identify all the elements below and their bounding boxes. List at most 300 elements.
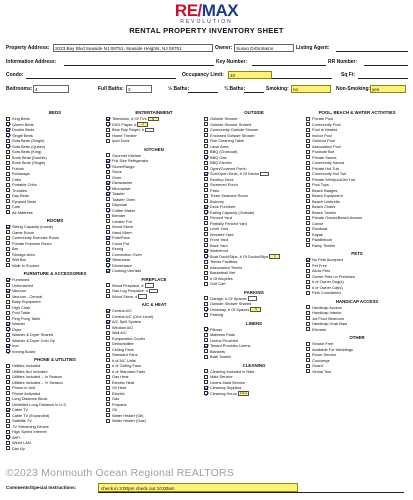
checkbox[interactable]: [6, 391, 10, 395]
checkbox[interactable]: [306, 305, 310, 309]
checkbox-checked[interactable]: [106, 269, 110, 273]
checkbox-checked[interactable]: [106, 186, 110, 190]
section-beds: [6, 110, 104, 215]
checklist-label: Double Beds: [12, 127, 35, 132]
sqft-line[interactable]: [358, 78, 408, 79]
checklist-label: # of Owner Cat(s): [312, 284, 343, 290]
checkbox[interactable]: [306, 263, 310, 267]
checkbox[interactable]: [204, 150, 208, 154]
checkbox[interactable]: [204, 216, 208, 220]
checklist-label: Utilities Included: [12, 363, 41, 368]
count-field[interactable]: 10-2: [239, 391, 247, 396]
condo-line[interactable]: [26, 78, 176, 79]
checkbox[interactable]: [6, 210, 10, 214]
checklist-label: # of Standard Fans: [112, 368, 146, 374]
checkbox[interactable]: [204, 232, 208, 236]
checkbox[interactable]: [6, 183, 10, 187]
checkbox[interactable]: [6, 263, 10, 267]
checkbox[interactable]: [204, 333, 208, 337]
checkbox[interactable]: [204, 199, 208, 203]
checkbox[interactable]: [6, 247, 10, 251]
checkbox[interactable]: [204, 139, 208, 143]
checkbox[interactable]: [204, 117, 208, 121]
checkbox[interactable]: [306, 122, 310, 126]
checkbox[interactable]: [306, 155, 310, 159]
checkbox-checked[interactable]: [6, 327, 10, 331]
checkbox[interactable]: [106, 139, 110, 143]
checkbox[interactable]: [204, 238, 208, 242]
checkbox[interactable]: [106, 294, 110, 298]
checklist-label: Private Pool: [312, 116, 333, 121]
checkbox[interactable]: [306, 161, 310, 165]
checkbox-checked[interactable]: [106, 320, 110, 324]
rr-number-line[interactable]: [364, 65, 408, 66]
checkbox-checked[interactable]: [306, 258, 310, 262]
checkbox[interactable]: [6, 402, 10, 406]
checkbox[interactable]: [106, 331, 110, 335]
checkbox[interactable]: [204, 166, 208, 170]
checklist-label: Golf Cart: [210, 281, 226, 286]
checkbox-checked[interactable]: [106, 309, 110, 313]
checkbox[interactable]: [6, 364, 10, 368]
checklist-label: Patio: [210, 187, 219, 193]
checkbox[interactable]: [204, 260, 208, 264]
checklist-label: Rowboat: [312, 226, 328, 231]
checklist-label: Utilities Not Included: [12, 368, 48, 374]
checkbox-checked[interactable]: [6, 344, 10, 348]
checklist-label: Electric: [112, 390, 125, 396]
checklist-label: Poolside Bar: [312, 149, 335, 154]
checkbox[interactable]: [106, 289, 110, 293]
checklist-label: A/C Split System: [112, 319, 142, 324]
checkbox-checked[interactable]: [204, 307, 208, 311]
checkbox[interactable]: [306, 316, 310, 320]
checkbox[interactable]: [6, 117, 10, 121]
checkbox[interactable]: [106, 419, 110, 423]
checkbox[interactable]: [306, 166, 310, 170]
checkbox[interactable]: [106, 358, 110, 362]
property-address-field[interactable]: 2023 Bay Blvd Seaside NJ 08751, Seaside Heights, NJ 08751: [53, 44, 213, 52]
listing-agent-line[interactable]: [336, 51, 408, 52]
section-outside: [204, 110, 304, 287]
checkbox-checked[interactable]: [106, 258, 110, 262]
checkbox[interactable]: [106, 402, 110, 406]
checkbox[interactable]: [306, 311, 310, 315]
checkbox[interactable]: [106, 230, 110, 234]
checklist-label: Trundles: [12, 187, 27, 193]
checklist-label: Boat Dock/Slips, # Of Docks/Slips: [210, 253, 269, 259]
checkbox-checked[interactable]: [204, 344, 208, 348]
checkbox[interactable]: [6, 369, 10, 373]
section-heading: OTHER: [349, 335, 365, 340]
checkbox[interactable]: [6, 338, 10, 342]
checkbox[interactable]: [6, 258, 10, 262]
checkbox[interactable]: [6, 236, 10, 240]
checkbox[interactable]: [106, 413, 110, 417]
checkbox[interactable]: [306, 232, 310, 236]
checklist-label: Evaporative Cooler: [112, 335, 146, 341]
checkbox[interactable]: [306, 274, 310, 278]
checkbox[interactable]: [204, 122, 208, 126]
checkbox-checked[interactable]: [6, 128, 10, 132]
checklist-label: Dinnerware: [112, 262, 132, 268]
checkbox[interactable]: [6, 283, 10, 287]
checkbox[interactable]: [106, 175, 110, 179]
checkbox-checked[interactable]: [204, 254, 208, 258]
checkbox[interactable]: [306, 221, 310, 225]
checkbox[interactable]: [6, 386, 10, 390]
checklist-label: Cable TV: [12, 407, 29, 412]
checkbox[interactable]: [204, 188, 208, 192]
checkbox[interactable]: [6, 300, 10, 304]
checkbox-checked[interactable]: [204, 205, 208, 209]
checklist-label: Pyramid Beds: [12, 198, 37, 204]
checkbox-checked[interactable]: [204, 249, 208, 253]
checkbox[interactable]: [106, 347, 110, 351]
checkbox[interactable]: [106, 241, 110, 245]
checklist-label: Toaster Oven: [112, 196, 136, 202]
section-heading: FIREPLACE: [141, 276, 167, 282]
checklist-label: Wood Stove: [112, 224, 134, 229]
checkbox[interactable]: [6, 441, 10, 445]
checkbox[interactable]: [204, 380, 208, 384]
non-smoking-field[interactable]: yes: [370, 85, 406, 93]
checkbox[interactable]: [6, 161, 10, 165]
checkbox[interactable]: [106, 133, 110, 137]
checkbox-checked[interactable]: [6, 435, 10, 439]
checkbox[interactable]: [306, 327, 310, 331]
comments-label: Comments/Special Instructions:: [6, 485, 77, 490]
checklist-label: Driveway, # Of Spaces: [210, 306, 250, 312]
checkbox[interactable]: [106, 380, 110, 384]
occupancy-limit-field[interactable]: 10: [228, 71, 272, 79]
owner-field[interactable]: Susan DiGirolamo: [234, 44, 294, 52]
checklist-label: Pots/Pans: [112, 235, 130, 240]
count-field[interactable]: 1: [137, 122, 148, 126]
checkbox[interactable]: [106, 364, 110, 368]
checkbox-checked[interactable]: [204, 386, 208, 390]
checkbox[interactable]: [306, 269, 310, 273]
checkbox[interactable]: [306, 322, 310, 326]
checkbox[interactable]: [106, 214, 110, 218]
checklist-label: Community Hot Tub: [312, 171, 347, 176]
checklist-label: Gas: [112, 396, 120, 401]
three-quarter-baths-line[interactable]: [244, 92, 264, 93]
checklist-label: WiFi: [12, 434, 20, 440]
count-field[interactable]: [248, 296, 257, 300]
checklist-label: Bunk Beds (Single): [12, 160, 46, 165]
checkbox[interactable]: [106, 386, 110, 390]
checklist-label: Sitting Capacity (Inside): [12, 224, 54, 229]
section-parking: [204, 290, 304, 318]
checklist-label: Beach Badges: [312, 187, 338, 193]
checkbox[interactable]: [106, 408, 110, 412]
checkbox[interactable]: [106, 397, 110, 401]
checkbox[interactable]: [204, 369, 208, 373]
information-address-line[interactable]: [64, 65, 214, 66]
checkbox[interactable]: [106, 252, 110, 256]
checkbox[interactable]: [306, 280, 310, 284]
checkbox[interactable]: [106, 225, 110, 229]
checkbox[interactable]: [306, 183, 310, 187]
checkbox[interactable]: [106, 391, 110, 395]
checkbox[interactable]: [6, 139, 10, 143]
checkbox[interactable]: [6, 430, 10, 434]
checkbox[interactable]: [306, 291, 310, 295]
checkbox[interactable]: [204, 302, 208, 306]
checklist-label: Balcony: [210, 198, 224, 204]
half-baths-line[interactable]: [188, 92, 218, 93]
checkbox[interactable]: [6, 194, 10, 198]
checkbox-checked[interactable]: [204, 391, 208, 395]
checkbox[interactable]: [106, 128, 110, 132]
checkbox[interactable]: [106, 342, 110, 346]
checkbox-checked[interactable]: [6, 144, 10, 148]
checkbox[interactable]: [204, 144, 208, 148]
checkbox[interactable]: [6, 311, 10, 315]
checkbox[interactable]: [6, 446, 10, 450]
checkbox[interactable]: [204, 276, 208, 280]
checkbox[interactable]: [6, 172, 10, 176]
checkbox[interactable]: [106, 336, 110, 340]
count-field[interactable]: [145, 283, 154, 287]
checkbox[interactable]: [6, 155, 10, 159]
checkbox[interactable]: [204, 349, 208, 353]
checkbox[interactable]: [6, 241, 10, 245]
checklist-label: Standard Fans: [112, 352, 138, 357]
section-heading: ROOMS: [46, 218, 64, 223]
checklist-item: [106, 138, 202, 144]
checkbox[interactable]: [204, 313, 208, 317]
count-field[interactable]: 1: [269, 254, 280, 258]
checkbox-checked[interactable]: [106, 117, 110, 121]
checkbox[interactable]: [6, 419, 10, 423]
checkbox-checked[interactable]: [6, 133, 10, 137]
checkbox[interactable]: [106, 325, 110, 329]
checkbox[interactable]: [106, 353, 110, 357]
checkbox[interactable]: [6, 230, 10, 234]
checkbox[interactable]: [306, 364, 310, 368]
checkbox[interactable]: [6, 397, 10, 401]
section-linens: [204, 321, 304, 360]
checklist-label: Paddleboat: [312, 237, 332, 242]
checkbox[interactable]: [204, 183, 208, 187]
checkbox-checked[interactable]: [106, 159, 110, 163]
checkbox[interactable]: [106, 219, 110, 223]
checkbox[interactable]: [306, 144, 310, 148]
checkbox[interactable]: [106, 203, 110, 207]
key-number-line[interactable]: [252, 65, 326, 66]
section-a-c-heat: [106, 302, 202, 424]
checkbox[interactable]: [204, 161, 208, 165]
checklist-label: Satellite TV: [12, 418, 32, 423]
count-field[interactable]: [138, 294, 147, 298]
checkbox-checked[interactable]: [6, 322, 10, 326]
checkbox[interactable]: [106, 153, 110, 157]
checkbox[interactable]: [306, 347, 310, 351]
checklist-label: Electric Heat: [112, 379, 135, 385]
checkbox[interactable]: [6, 424, 10, 428]
checkbox-checked[interactable]: [204, 327, 208, 331]
checkbox[interactable]: [306, 139, 310, 143]
section-other: [306, 335, 408, 374]
checkbox[interactable]: [6, 380, 10, 384]
checkbox[interactable]: [306, 342, 310, 346]
checkbox[interactable]: [204, 243, 208, 247]
checkbox[interactable]: [6, 413, 10, 417]
checkbox[interactable]: [204, 128, 208, 132]
count-field[interactable]: 4: [250, 307, 261, 311]
checkbox-checked[interactable]: [6, 408, 10, 412]
checklist-label: Bath Towels: [210, 354, 231, 359]
checkbox[interactable]: [306, 199, 310, 203]
checklist-label: Association Tennis: [210, 264, 243, 270]
smoking-field[interactable]: no: [291, 85, 331, 93]
count-field[interactable]: [149, 289, 158, 293]
checkbox[interactable]: [6, 333, 10, 337]
checkbox[interactable]: [306, 177, 310, 181]
checkbox[interactable]: [204, 338, 208, 342]
checkbox[interactable]: [306, 133, 310, 137]
checkbox-checked[interactable]: [106, 122, 110, 126]
checkbox[interactable]: [306, 216, 310, 220]
checkbox[interactable]: [106, 375, 110, 379]
owner-label: Owner:: [215, 45, 233, 51]
checklist-label: Full Size Refrigerator: [112, 158, 149, 163]
checkbox[interactable]: [204, 177, 208, 181]
checkbox-checked[interactable]: [6, 289, 10, 293]
checklist-label: Futons: [12, 165, 24, 171]
checkbox-checked[interactable]: [6, 122, 10, 126]
checkbox[interactable]: [204, 375, 208, 379]
checklist-label: Disposal: [112, 202, 127, 207]
checkbox[interactable]: [306, 285, 310, 289]
checkbox-checked[interactable]: [6, 225, 10, 229]
checkbox[interactable]: [204, 133, 208, 137]
checklist-item: [306, 369, 408, 375]
checkbox[interactable]: [106, 369, 110, 373]
checkbox[interactable]: [106, 170, 110, 174]
comments-row: [6, 483, 408, 493]
section-heading: ENTERTAINMENT: [135, 110, 173, 115]
checkbox-checked[interactable]: [204, 172, 208, 176]
checklist-label: Allow Pets: [312, 268, 331, 273]
checkbox[interactable]: [306, 172, 310, 176]
count-field[interactable]: [260, 172, 269, 176]
checklist-label: Handicap Access: [312, 304, 342, 310]
checklist-label: Community Pool: [312, 121, 341, 127]
checklist-label: Outside Shower Shared: [210, 121, 252, 127]
checkbox[interactable]: [106, 314, 110, 318]
checklist-label: Three Seasons Room: [210, 193, 248, 198]
comments-line: [98, 492, 404, 493]
checkbox[interactable]: [6, 177, 10, 181]
checkbox[interactable]: [306, 227, 310, 231]
checklist-label: Coffee Maker: [112, 207, 136, 213]
checkbox[interactable]: [306, 205, 310, 209]
checkbox[interactable]: [306, 150, 310, 154]
listing-agent-label: Listing Agent:: [296, 45, 330, 51]
checklist-label: Linens Provided: [210, 337, 238, 343]
checkbox[interactable]: [204, 265, 208, 269]
checkbox-checked[interactable]: [106, 208, 110, 212]
checkbox[interactable]: [106, 247, 110, 251]
checkbox[interactable]: [306, 358, 310, 362]
checkbox-checked[interactable]: [6, 278, 10, 282]
checkbox-checked[interactable]: [106, 263, 110, 267]
checkbox[interactable]: [306, 369, 310, 373]
comments-field[interactable]: check in 3:00pm check out 10:00am: [98, 483, 298, 492]
checkbox-checked[interactable]: [106, 164, 110, 168]
checkbox[interactable]: [306, 128, 310, 132]
checkbox[interactable]: [6, 316, 10, 320]
rr-number-label: RR Number:: [328, 59, 358, 65]
checkbox[interactable]: [204, 194, 208, 198]
checklist-label: Walk In Shower: [12, 262, 40, 268]
checklist-label: Handicap Grab Bars: [312, 321, 348, 326]
checkbox[interactable]: [306, 194, 310, 198]
checklist-label: Central A/C: [112, 308, 132, 313]
checkbox-checked[interactable]: [106, 192, 110, 196]
bedrooms-field[interactable]: 4: [33, 85, 69, 93]
checkbox-checked[interactable]: [106, 181, 110, 185]
checkbox[interactable]: [306, 188, 310, 192]
checkbox[interactable]: [204, 296, 208, 300]
checklist-label: Phone Activated: [12, 390, 41, 396]
checkbox[interactable]: [204, 355, 208, 359]
checkbox-checked[interactable]: [204, 210, 208, 214]
checkbox[interactable]: [6, 166, 10, 170]
checkbox[interactable]: [6, 205, 10, 209]
checkbox[interactable]: [204, 221, 208, 225]
checklist-label: Kayak: [312, 231, 323, 237]
checkbox[interactable]: [306, 243, 310, 247]
checkbox[interactable]: [306, 117, 310, 121]
checkbox[interactable]: [204, 271, 208, 275]
checklist-label: Pool Table: [12, 310, 31, 315]
checklist-label: Washer & Dryer Shared: [12, 332, 54, 337]
checkbox[interactable]: [6, 150, 10, 154]
checkbox[interactable]: [6, 305, 10, 309]
checkbox[interactable]: [6, 375, 10, 379]
full-baths-field[interactable]: 3: [126, 85, 152, 93]
checkbox[interactable]: [306, 353, 310, 357]
checkbox[interactable]: [6, 252, 10, 256]
checklist-item: [106, 294, 202, 300]
checkbox[interactable]: [306, 210, 310, 214]
checkbox[interactable]: [106, 197, 110, 201]
checklist-label: Sun/Open Deck, # Of Decks: [210, 171, 259, 176]
checkbox[interactable]: [6, 188, 10, 192]
logo-wordmark: RE/MAX: [174, 1, 239, 20]
checklist-label: Crock Pot: [112, 240, 130, 246]
count-field[interactable]: [145, 128, 154, 132]
checklist-label: Convection Oven: [112, 251, 142, 257]
checkbox-checked[interactable]: [106, 236, 110, 240]
checkbox[interactable]: [204, 282, 208, 286]
checklist-label: # of A/C Units: [112, 357, 136, 363]
copyright-watermark: ©2023 Monmouth Ocean Regional REALTORS: [6, 467, 234, 479]
count-field[interactable]: 5: [148, 117, 159, 121]
checkbox-checked[interactable]: [6, 349, 10, 353]
checklist-label: Baby Equipment: [12, 299, 41, 304]
checkbox[interactable]: [6, 199, 10, 203]
checkbox[interactable]: [6, 294, 10, 298]
checkbox-checked[interactable]: [204, 155, 208, 159]
checkbox[interactable]: [306, 238, 310, 242]
checkbox[interactable]: [106, 283, 110, 287]
checkbox[interactable]: [204, 227, 208, 231]
